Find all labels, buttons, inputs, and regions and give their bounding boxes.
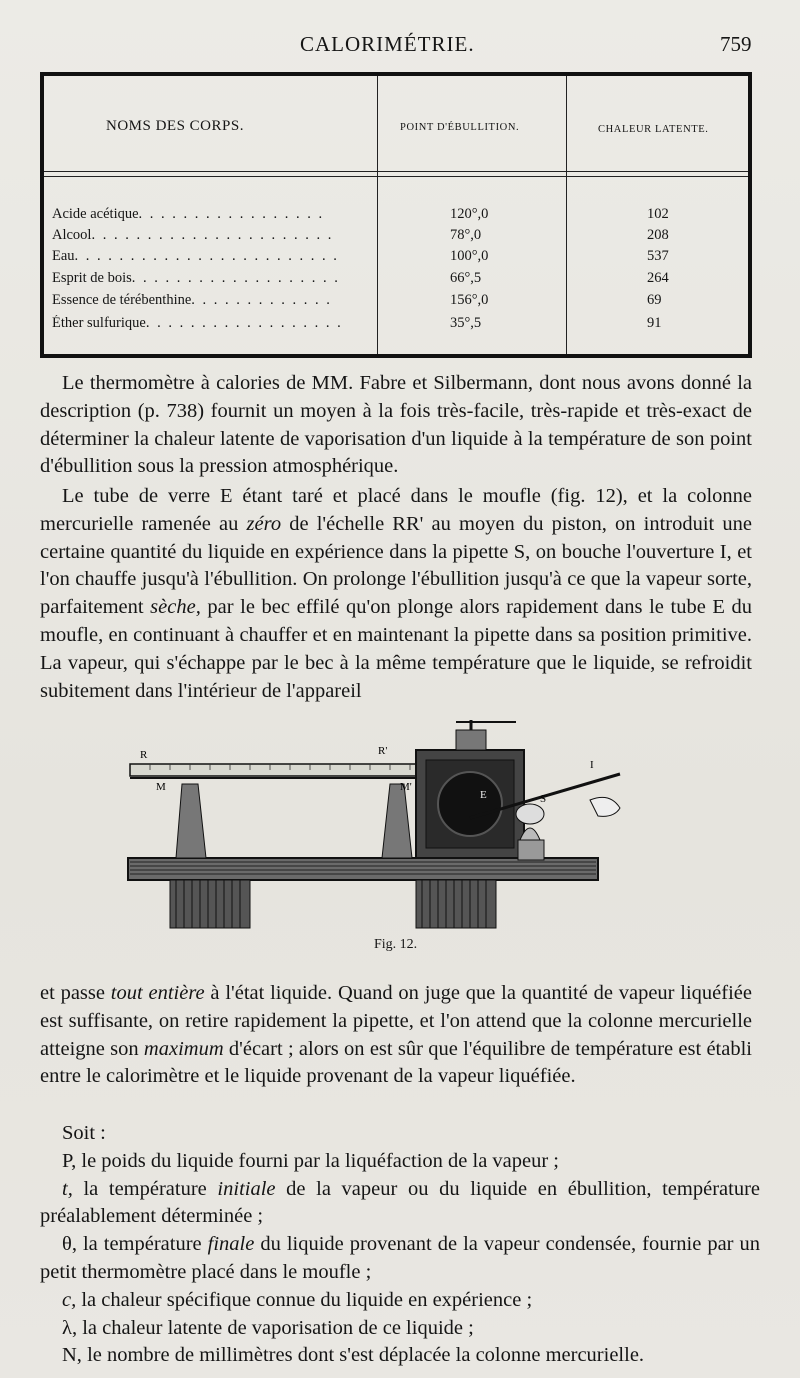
latent-heat: 102 [647, 206, 669, 222]
substance-name: Acide acétique [52, 206, 139, 222]
symbol: P, [62, 1149, 77, 1172]
figure-caption: Fig. 12. [374, 937, 418, 952]
column-header-boiling: POINT D'ÉBULLITION. [400, 122, 520, 133]
running-header [0, 28, 800, 58]
emphasis-text: sèche, [150, 596, 201, 619]
paragraph-text: de l'échelle RR' au moyen du piston, on introduit une certaine quantité du liquide en expérience dans la pipette S, on bouche l'ouverture I, et l'on chauffe jusqu'à l'ébullition. On prolonge l'ébullition jusqu'à ce que la vapeur sorte, parfaitement [40, 512, 752, 619]
soit-label: Soit : [62, 1122, 106, 1144]
label-i: I [590, 759, 594, 771]
substance-name: Alcool [52, 227, 92, 243]
latent-heat: 537 [647, 248, 669, 264]
symbol: θ, [62, 1233, 77, 1256]
definition-item [40, 1342, 760, 1370]
latent-heat-table [40, 72, 752, 358]
table-header-rule [44, 171, 748, 172]
column-header-name: NOMS DES CORPS. [106, 118, 244, 134]
paragraph-text: par le bec effilé qu'on plonge alors rapidement dans le tube E du moufle, en continuant à chauffer et en maintenant la pipette dans sa position primitive. La vapeur, qui s'échappe par le bec à la même température que le liquide, se refroidit subitement dans l'intérieur de l'appareil [40, 596, 752, 702]
boiling-point: 35°,5 [450, 315, 482, 331]
label-e: E [480, 789, 487, 801]
definition-item [40, 1148, 760, 1176]
emphasis-text: initiale [217, 1177, 276, 1200]
paragraph-condensation [40, 980, 752, 1091]
calorimeter-bulb [438, 772, 502, 836]
table-row [44, 206, 748, 228]
table-header-rule [44, 176, 748, 177]
emphasis-text: finale [207, 1233, 255, 1256]
latent-heat: 91 [647, 315, 662, 331]
definition-text: le poids du liquide fourni par la liquéfaction de la vapeur ; [76, 1149, 560, 1172]
leader-dots: . . . . . . . . . . . . . . . . . [138, 206, 325, 222]
support-right [382, 784, 412, 858]
definition-text: le nombre de millimètres dont s'est déplacée la colonne mercurielle. [81, 1344, 645, 1367]
symbol: t, [62, 1177, 73, 1200]
boiling-point: 100°,0 [450, 248, 489, 264]
calorimeter-figure [120, 720, 640, 940]
latent-heat: 264 [647, 270, 669, 286]
bench-top [128, 858, 598, 880]
paragraph-procedure [40, 483, 752, 705]
substance-name: Eau [52, 248, 75, 264]
symbol: c, [62, 1288, 77, 1311]
leader-dots: . . . . . . . . . . . . . . . . . . . [131, 270, 340, 286]
definition-item [40, 1231, 760, 1287]
boiling-point: 156°,0 [450, 292, 489, 308]
emphasis-text: maximum [143, 1037, 224, 1060]
support-left [176, 784, 206, 858]
pipette-bulb [516, 804, 544, 824]
variable-definitions [40, 1120, 760, 1370]
symbol: N, [62, 1344, 82, 1367]
definition-item [40, 1287, 760, 1315]
column-header-latent: CHALEUR LATENTE. [598, 124, 709, 135]
definition-text: du liquide provenant de la vapeur condensée, fournie par un petit thermomètre placé dans le moufle ; [40, 1233, 760, 1283]
leader-dots: . . . . . . . . . . . . . . . . . . . . . . . . [74, 248, 339, 264]
label-r: R [140, 749, 148, 761]
table-row [44, 292, 748, 314]
definition-text: la température [72, 1177, 218, 1200]
definition-text: de la vapeur ou du liquide en ébullition, température préalablement déterminée ; [40, 1177, 760, 1228]
boiling-point: 66°,5 [450, 270, 482, 286]
leader-dots: . . . . . . . . . . . . . . . . . . [145, 315, 343, 331]
paragraph-intro [40, 370, 752, 481]
paragraph-text: et passe [40, 982, 111, 1004]
emphasis-text: zéro [246, 512, 282, 535]
label-r-prime: R' [378, 745, 388, 757]
spirit-lamp [518, 840, 544, 860]
symbol: λ, [62, 1316, 78, 1339]
boiling-point: 78°,0 [450, 227, 482, 243]
thermometer-scale [130, 764, 420, 776]
definition-text: la chaleur latente de vaporisation de ce liquide ; [77, 1316, 474, 1339]
definition-item [40, 1315, 760, 1343]
definition-item [40, 1176, 760, 1232]
label-m: M [156, 781, 166, 793]
latent-heat: 69 [647, 292, 662, 308]
hand-drawing [590, 797, 620, 816]
table-row [44, 227, 748, 249]
table-row [44, 315, 748, 337]
leader-dots: . . . . . . . . . . . . . [191, 292, 332, 308]
substance-name: Essence de térébenthine [52, 292, 192, 308]
definition-text: la température [76, 1233, 208, 1256]
piston-head [456, 730, 486, 750]
page-number: 759 [720, 32, 752, 56]
boiling-point: 120°,0 [450, 206, 489, 222]
label-s: S [540, 793, 547, 805]
emphasis-text: tout entière [110, 982, 205, 1004]
paragraph-text: Le tube de verre E étant taré et placé dans le moufle (fig. 12), et la colonne mercurielle ramenée au [40, 485, 752, 535]
paragraph-text: d'écart ; alors on est sûr que l'équilibre de température est établi entre le calorimètre et le liquide provenant de la vapeur liquéfiée. [40, 1037, 752, 1088]
page-title: CALORIMÉTRIE. [300, 32, 475, 56]
substance-name: Esprit de bois [52, 270, 132, 286]
definition-text: la chaleur spécifique connue du liquide en expérience ; [76, 1288, 533, 1311]
substance-name: Éther sulfurique [52, 315, 146, 331]
table-row [44, 248, 748, 270]
latent-heat: 208 [647, 227, 669, 243]
bench-leg-right [416, 880, 496, 928]
paragraph-text: à l'état liquide. Quand on juge que la quantité de vapeur liquéfiée est suffisante, on retire rapidement la pipette, et l'on attend que la colonne mercurielle atteigne son [40, 982, 752, 1060]
label-m-prime: M' [400, 781, 412, 793]
soit-line [40, 1120, 760, 1148]
paragraph-text: Le thermomètre à calories de MM. Fabre et Silbermann, dont nous avons donné la description (p. 738) fournit un moyen à la fois très-facile, très-rapide et très-exact de déterminer la chaleur latente de vaporisation d'un liquide à la température de son point d'ébullition sous la pression atmosphérique. [40, 372, 752, 478]
leader-dots: . . . . . . . . . . . . . . . . . . . . . . [91, 227, 334, 243]
table-row [44, 270, 748, 292]
bench-leg-left [170, 880, 250, 928]
